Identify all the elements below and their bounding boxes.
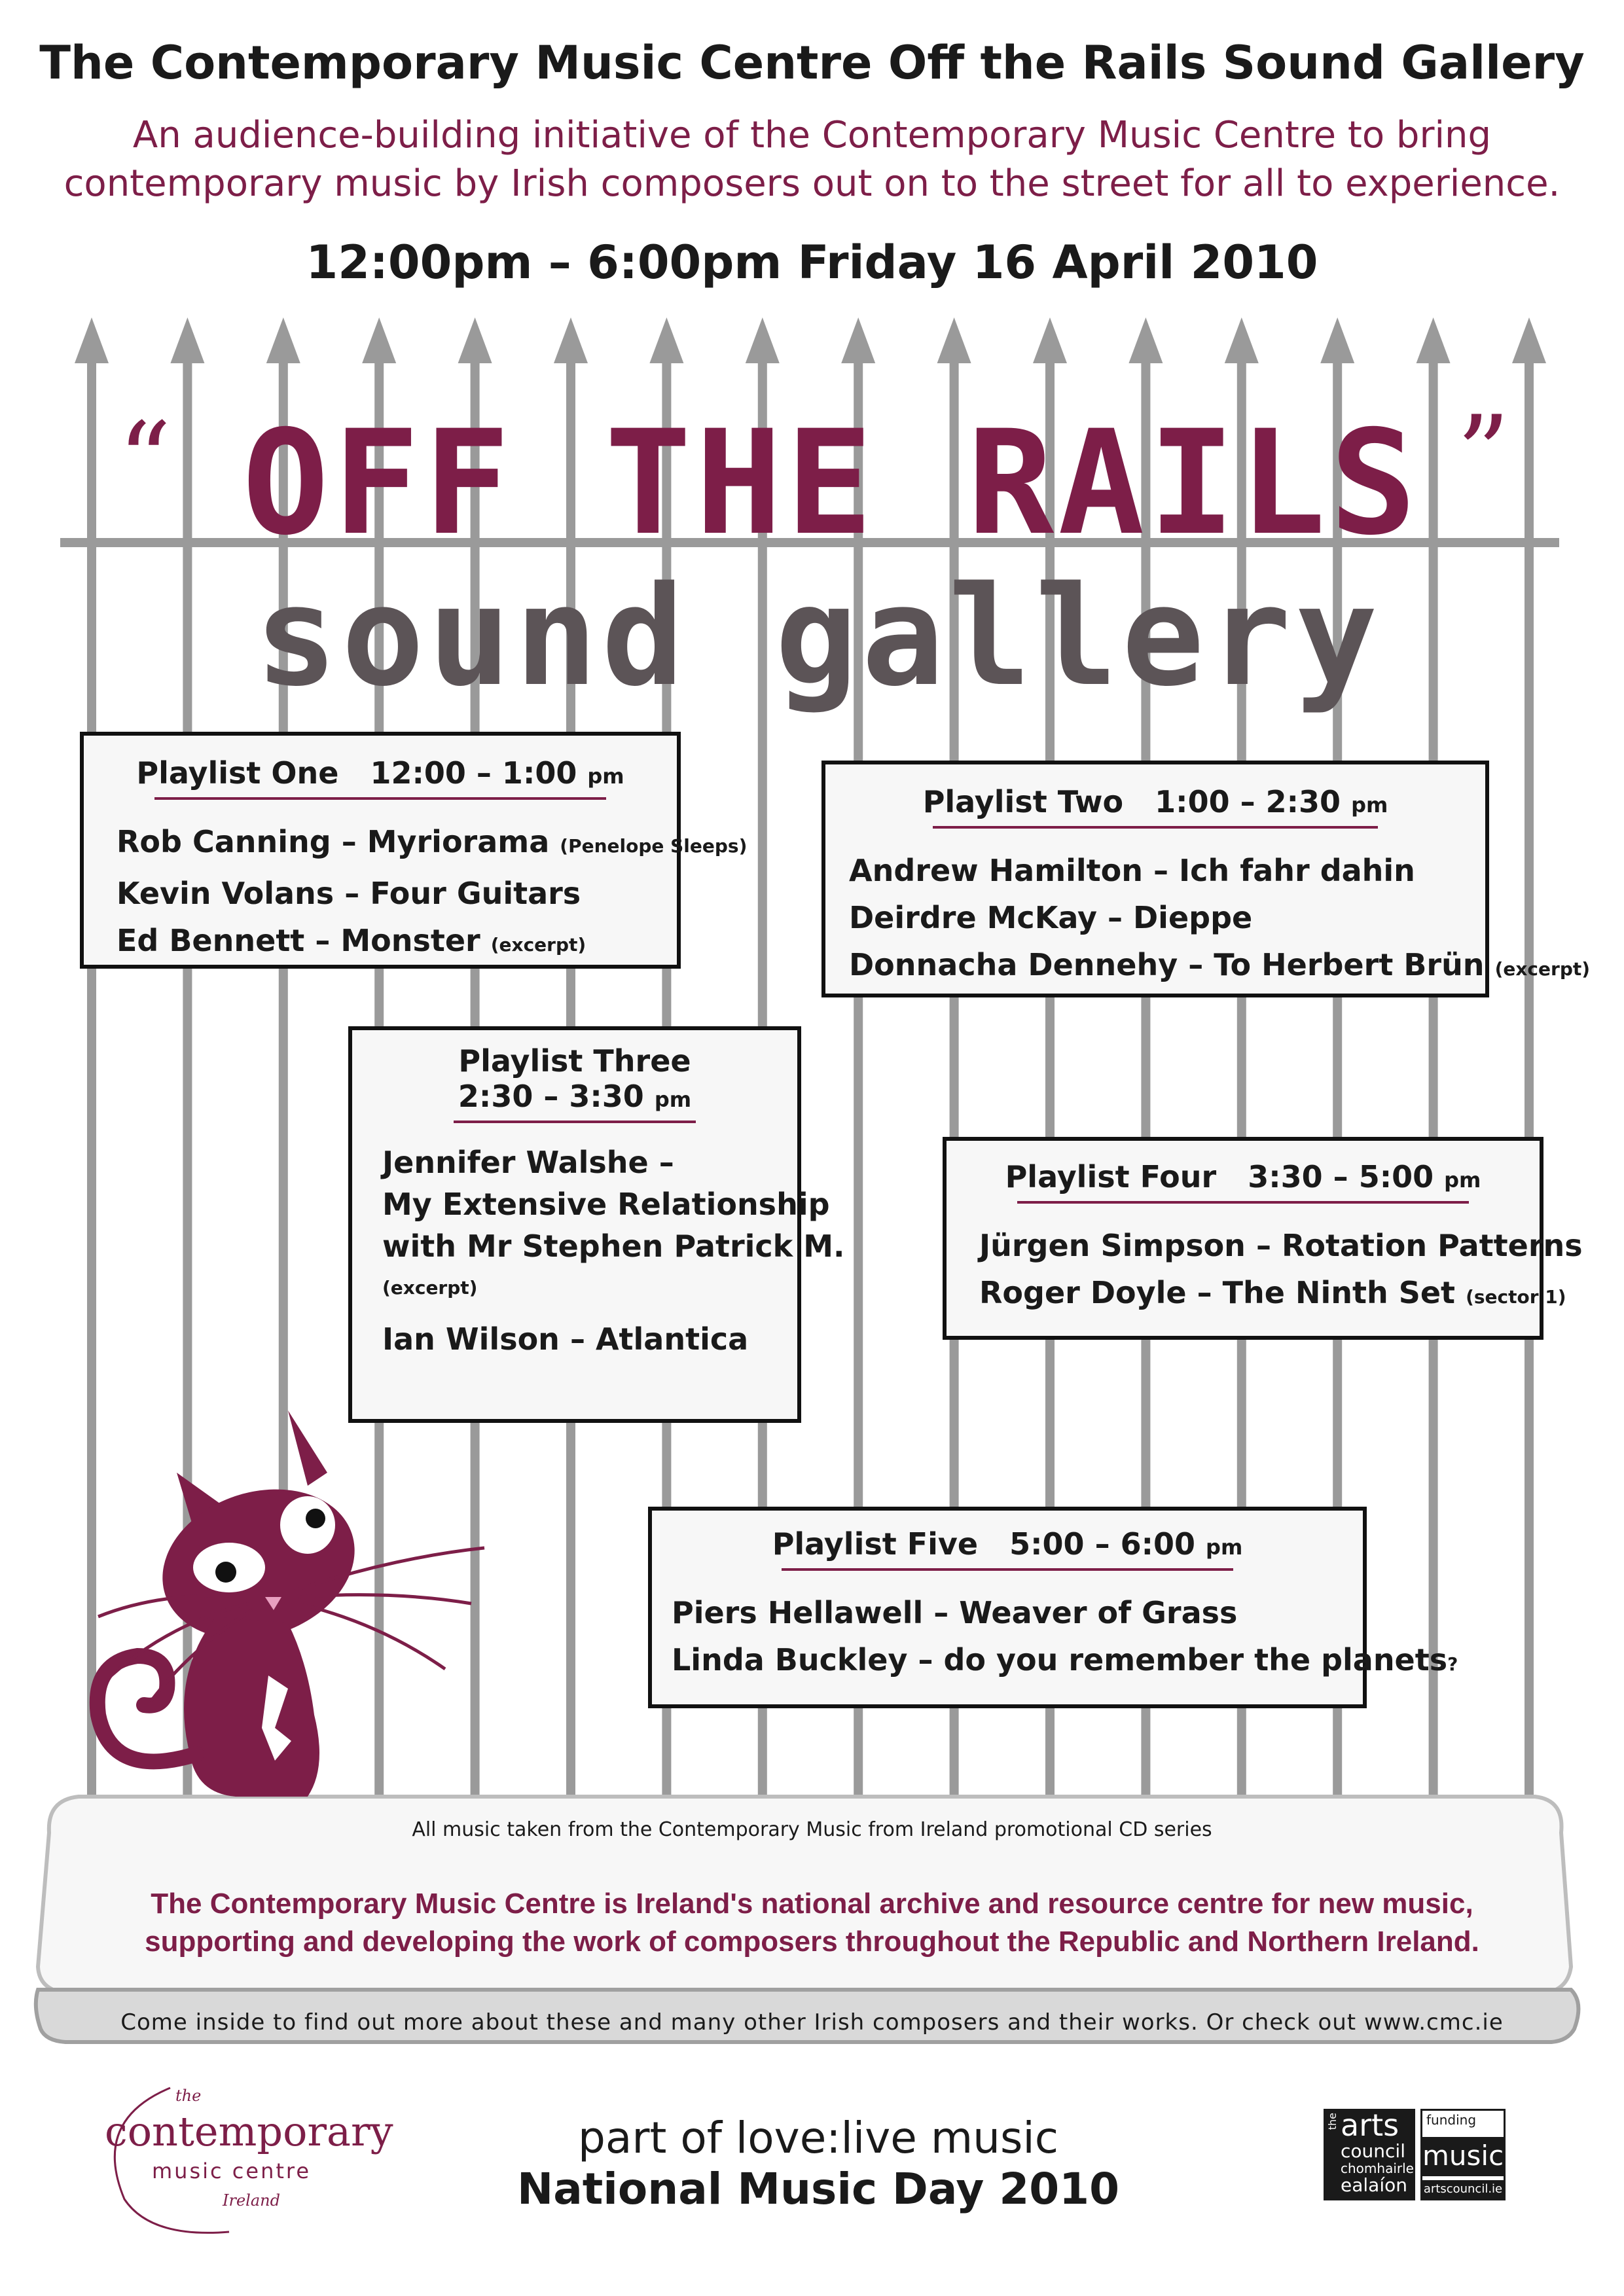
- playlist-time-suffix: pm: [587, 764, 624, 789]
- cmc-logo-contemporary: contemporary: [105, 2108, 393, 2155]
- subtitle: [0, 111, 1624, 208]
- track: Rob Canning – Myriorama (Penelope Sleeps): [117, 824, 748, 859]
- ac-council: council: [1341, 2140, 1405, 2162]
- playlist-header: [672, 1526, 1343, 1568]
- ac-the: the: [1326, 2113, 1339, 2130]
- playlist-one-box: [80, 732, 748, 969]
- rail-spike: [1512, 317, 1546, 363]
- quote-open: “: [118, 399, 171, 522]
- header-rule: [154, 797, 606, 800]
- rail-spike: [841, 317, 875, 363]
- playlist-header: [117, 755, 644, 797]
- playlist-time-suffix: pm: [1206, 1535, 1243, 1560]
- track: Deirdre McKay – Dieppe: [849, 900, 1253, 935]
- subtitle-line-1: An audience-building initiative of the Contemporary Music Centre to bring: [132, 114, 1492, 156]
- funding-block: [1420, 2109, 1506, 2200]
- rail-spike: [1416, 317, 1451, 363]
- header-rule: [454, 1121, 696, 1123]
- playlist-name: Playlist Five: [772, 1526, 979, 1562]
- ac-funding: funding: [1426, 2112, 1477, 2128]
- header-rule: [1017, 1201, 1469, 1204]
- rail-spike: [458, 317, 492, 363]
- rail-spike: [362, 317, 396, 363]
- national-music-day: National Music Day 2010: [516, 2164, 1120, 2214]
- rail-spike: [1128, 317, 1163, 363]
- ac-url: artscouncil.ie: [1422, 2180, 1504, 2198]
- cmc-logo-music-centre: music centre: [152, 2159, 312, 2183]
- rail-spike: [746, 317, 780, 363]
- playlist-name: Playlist One: [136, 755, 339, 791]
- rail-spike: [649, 317, 683, 363]
- playlist-five-box: [648, 1507, 1458, 1708]
- rail-spike: [170, 317, 204, 363]
- event-datetime: 12:00pm – 6:00pm Friday 16 April 2010: [306, 236, 1318, 289]
- headline: OFF THE RAILS: [242, 399, 1420, 567]
- track: Donnacha Dennehy – To Herbert Brün (excerpt): [849, 947, 1591, 982]
- track-line: Jennifer Walshe –: [382, 1145, 674, 1180]
- playlist-name: Playlist Three: [458, 1043, 691, 1079]
- arts-council-logo: [1324, 2109, 1507, 2200]
- playlist-time: 3:30 – 5:00: [1248, 1159, 1434, 1194]
- playlist-header: [979, 1159, 1507, 1201]
- track: Andrew Hamilton – Ich fahr dahin: [849, 853, 1415, 888]
- header-rule: [933, 826, 1378, 829]
- cmc-logo: [98, 2081, 393, 2238]
- playlist-time: 2:30 – 3:30: [458, 1079, 644, 1114]
- track-line: with Mr Stephen Patrick M.: [382, 1229, 845, 1264]
- playlist-time-suffix: pm: [1351, 793, 1388, 817]
- track: Roger Doyle – The Ninth Set (sector 1): [979, 1275, 1566, 1310]
- playlist-three-box: [348, 1026, 845, 1423]
- playlist-time-suffix: pm: [654, 1087, 692, 1112]
- blurb-line-2: supporting and developing the work of composers throughout the Republic and Northern Ireland.: [145, 1926, 1479, 1958]
- cmc-blurb: [0, 1885, 1624, 1961]
- rail-bar: [1525, 353, 1534, 1800]
- track: Piers Hellawell – Weaver of Grass: [672, 1595, 1238, 1630]
- track: Linda Buckley – do you remember the planets?: [672, 1642, 1458, 1677]
- quote-close: ”: [1456, 393, 1510, 515]
- cd-note: All music taken from the Contemporary Music from Ireland promotional CD series: [412, 1818, 1212, 1841]
- rail-spike: [937, 317, 971, 363]
- arts-council-block: [1324, 2109, 1415, 2200]
- ac-chomhairle: chomhairle: [1341, 2161, 1414, 2176]
- cmc-logo-the: the: [175, 2087, 202, 2105]
- rail-spike: [1033, 317, 1067, 363]
- playlist-time: 5:00 – 6:00: [1009, 1526, 1196, 1562]
- playlist-header: [382, 1079, 767, 1121]
- come-inside-note: Come inside to find out more about these and many other Irish composers and their works. Or check out www.cmc.ie: [120, 2009, 1504, 2036]
- track: Ian Wilson – Atlantica: [382, 1321, 749, 1357]
- playlist-header: [849, 784, 1462, 826]
- rail-spike: [1320, 317, 1354, 363]
- playlist-time-suffix: pm: [1444, 1168, 1481, 1193]
- subhead: sound gallery: [255, 556, 1382, 717]
- playlist-name: Playlist Four: [1005, 1159, 1217, 1194]
- subtitle-line-2: contemporary music by Irish composers out on to the street for all to experience.: [63, 162, 1561, 205]
- cat-illustration: [98, 1410, 484, 1797]
- track-note: (excerpt): [382, 1277, 478, 1299]
- ac-arts: arts: [1341, 2108, 1399, 2143]
- love-live-music: part of love:live music: [578, 2113, 1058, 2163]
- ac-music: music: [1422, 2137, 1504, 2176]
- rail-spike: [266, 317, 300, 363]
- playlist-time: 1:00 – 2:30: [1155, 784, 1341, 819]
- track: Kevin Volans – Four Guitars: [117, 876, 581, 911]
- header-rule: [782, 1568, 1233, 1571]
- ac-ealaion: ealaíon: [1341, 2174, 1407, 2196]
- track-line: My Extensive Relationship: [382, 1187, 830, 1222]
- cmc-logo-ireland: Ireland: [223, 2191, 280, 2210]
- rail-spike: [554, 317, 588, 363]
- playlist-time: 12:00 – 1:00: [370, 755, 577, 791]
- playlist-four-box: [943, 1137, 1583, 1340]
- track: Ed Bennett – Monster (excerpt): [117, 923, 586, 958]
- playlist-two-box: [821, 761, 1591, 997]
- rail-spike: [75, 317, 109, 363]
- page-title: The Contemporary Music Centre Off the Rails Sound Gallery: [39, 36, 1585, 90]
- rail-bar: [87, 353, 96, 1800]
- track: Jürgen Simpson – Rotation Patterns: [979, 1228, 1583, 1263]
- blurb-line-1: The Contemporary Music Centre is Ireland's national archive and resource centre for new music,: [151, 1888, 1473, 1920]
- rail-spike: [1225, 317, 1259, 363]
- playlist-name: Playlist Two: [922, 784, 1124, 819]
